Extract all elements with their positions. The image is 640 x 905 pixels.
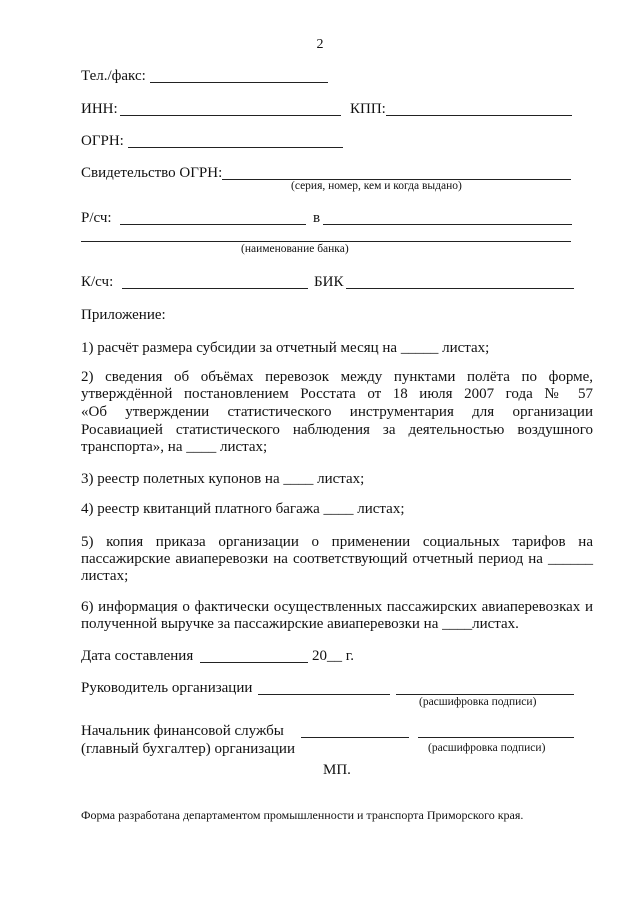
attachment-item-6-line-1: 6) информация о фактически осуществленных пассажирских авиаперевозках и bbox=[81, 599, 593, 615]
finance-head-label-line-2: (главный бухгалтер) организации bbox=[81, 741, 295, 757]
phone-fax-field[interactable] bbox=[150, 82, 328, 83]
head-signature-field[interactable] bbox=[258, 694, 390, 695]
attachment-item-5-line-2: пассажирские авиаперевозки на соответствующий отчетный период на ______ bbox=[81, 551, 593, 567]
kpp-field[interactable] bbox=[386, 115, 572, 116]
attachment-item-2-line-5: транспорта», на ____ листах; bbox=[81, 439, 268, 455]
date-year: 20__ г. bbox=[312, 648, 354, 664]
attachment-item-2-line-3: «Об утверждении статистического инструментария для организации bbox=[81, 404, 593, 420]
attachment-item-4: 4) реестр квитанций платного багажа ____ листах; bbox=[81, 501, 405, 517]
ogrn-certificate-hint: (серия, номер, кем и когда выдано) bbox=[291, 180, 462, 192]
attachment-item-2-line-4: Росавиацией статистического наблюдения за деятельностью воздушного bbox=[81, 422, 593, 438]
ogrn-certificate-label: Свидетельство ОГРН: bbox=[81, 165, 223, 181]
bank-field-continuation[interactable] bbox=[81, 241, 571, 242]
finance-name-hint: (расшифровка подписи) bbox=[428, 742, 546, 754]
attachment-item-5-line-1: 5) копия приказа организации о применении социальных тарифов на bbox=[81, 534, 593, 550]
form-footer-note: Форма разработана департаментом промышленности и транспорта Приморского края. bbox=[81, 808, 524, 822]
finance-head-label-line-1: Начальник финансовой службы bbox=[81, 723, 284, 739]
attachment-item-1: 1) расчёт размера субсидии за отчетный месяц на _____ листах; bbox=[81, 340, 490, 356]
head-name-field[interactable] bbox=[396, 694, 574, 695]
page-number: 2 bbox=[316, 37, 324, 52]
bik-label: БИК bbox=[314, 274, 344, 290]
head-label: Руководитель организации bbox=[81, 680, 253, 696]
kpp-label: КПП: bbox=[350, 101, 386, 117]
bank-hint: (наименование банка) bbox=[241, 243, 349, 255]
stamp-place: МП. bbox=[323, 762, 351, 778]
bik-field[interactable] bbox=[346, 288, 574, 289]
inn-field[interactable] bbox=[120, 115, 341, 116]
head-name-hint: (расшифровка подписи) bbox=[419, 696, 537, 708]
ogrn-label: ОГРН: bbox=[81, 133, 124, 149]
attachment-item-6-line-2: полученной выручке за пассажирские авиаперевозки на ____листах. bbox=[81, 616, 519, 632]
corr-account-field[interactable] bbox=[122, 288, 308, 289]
attachment-item-2-line-1: 2) сведения об объёмах перевозок между пунктами полёта по форме, bbox=[81, 369, 593, 385]
account-field[interactable] bbox=[120, 224, 306, 225]
date-label: Дата составления bbox=[81, 648, 194, 664]
bank-preposition: в bbox=[313, 210, 321, 226]
finance-name-field[interactable] bbox=[418, 737, 574, 738]
attachment-item-5-line-3: листах; bbox=[81, 568, 129, 584]
finance-signature-field[interactable] bbox=[301, 737, 409, 738]
ogrn-field[interactable] bbox=[128, 147, 343, 148]
attachments-heading: Приложение: bbox=[81, 307, 166, 323]
date-field[interactable] bbox=[200, 662, 308, 663]
attachment-item-2-line-2: утверждённой постановлением Росстата от 18 июля 2007 года № 57 bbox=[81, 386, 593, 402]
bank-field[interactable] bbox=[323, 224, 572, 225]
attachment-item-3: 3) реестр полетных купонов на ____ листах; bbox=[81, 471, 365, 487]
account-label: Р/сч: bbox=[81, 210, 112, 226]
inn-label: ИНН: bbox=[81, 101, 118, 117]
corr-account-label: К/сч: bbox=[81, 274, 114, 290]
phone-fax-label: Тел./факс: bbox=[81, 68, 146, 84]
